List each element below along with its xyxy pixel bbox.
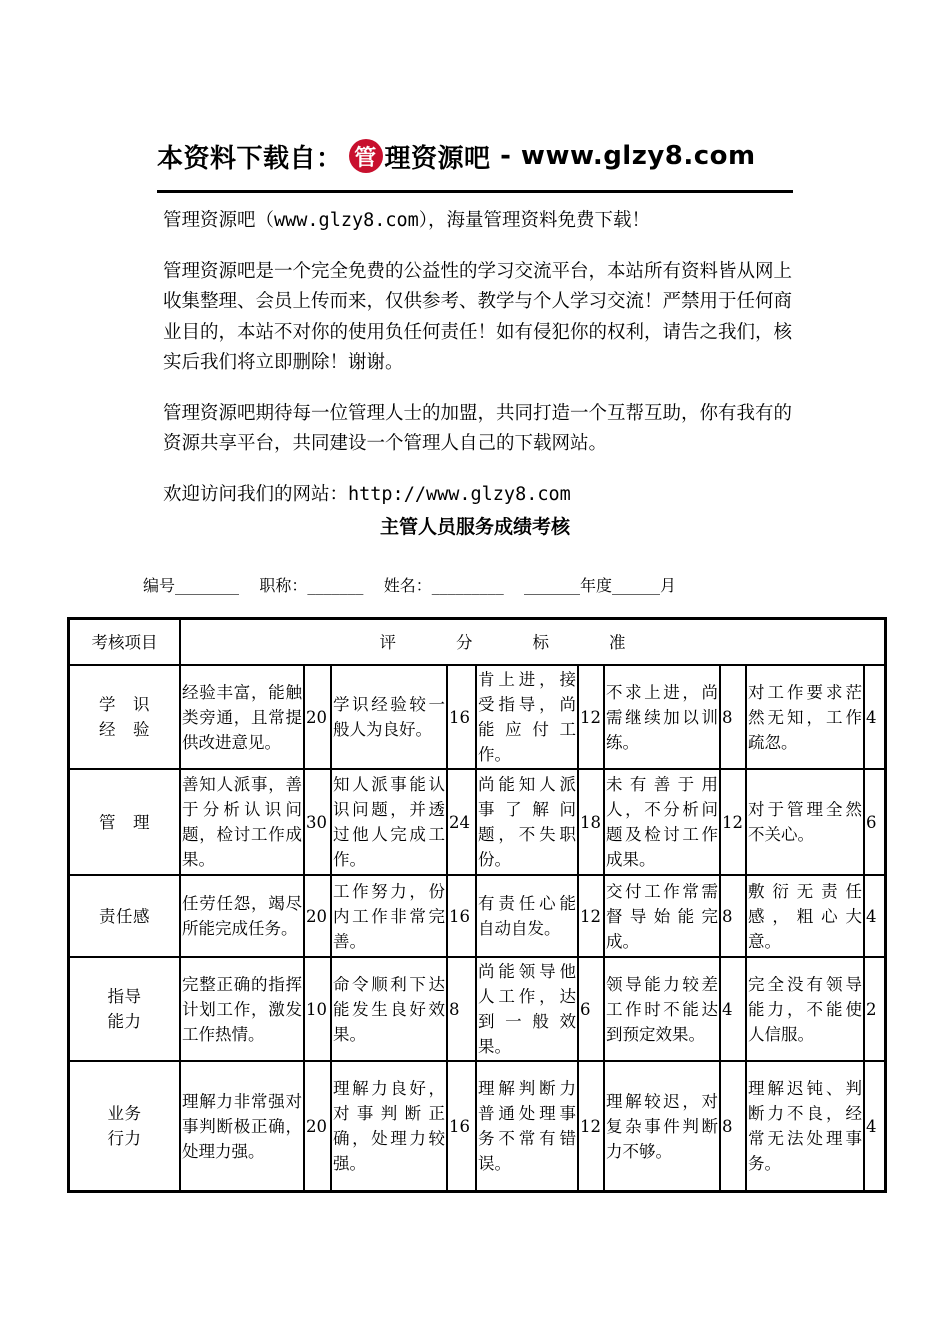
banner-divider bbox=[157, 190, 793, 193]
criteria-description: 经验丰富，能触类旁通，且常提供改进意见。 bbox=[180, 665, 304, 769]
criteria-score: 20 bbox=[304, 875, 331, 957]
table-row bbox=[69, 957, 885, 1061]
criteria-description: 理解判断力普通处理事务不常有错误。 bbox=[476, 1061, 578, 1191]
table-row bbox=[69, 1061, 885, 1191]
criteria-score: 16 bbox=[447, 1061, 476, 1191]
criteria-description: 工作努力，份内工作非常完善。 bbox=[331, 875, 447, 957]
criteria-score: 4 bbox=[864, 1061, 885, 1191]
criteria-score: 8 bbox=[447, 957, 476, 1061]
assessment-item: 责任感 bbox=[69, 875, 180, 957]
criteria-score: 20 bbox=[304, 665, 331, 769]
download-banner bbox=[157, 132, 797, 194]
criteria-score: 4 bbox=[720, 957, 746, 1061]
criteria-score: 30 bbox=[304, 769, 331, 875]
assessment-item: 指导 能力 bbox=[69, 957, 180, 1061]
intro-text bbox=[163, 206, 803, 530]
criteria-score: 8 bbox=[720, 665, 746, 769]
criteria-score: 18 bbox=[578, 769, 604, 875]
criteria-description: 对于管理全然不关心。 bbox=[746, 769, 864, 875]
criteria-score: 12 bbox=[578, 665, 604, 769]
criteria-description: 理解力良好，对事判断正确，处理力较强。 bbox=[331, 1061, 447, 1191]
criteria-description: 不求上进，尚需继续加以训练。 bbox=[604, 665, 720, 769]
intro-paragraph-2: 管理资源吧是一个完全免费的公益性的学习交流平台，本站所有资料皆从网上收集整理、会员上传而来，仅供参考、教学与个人学习交流！严禁用于任何商业目的，本站不对你的使用负任何责任！如有侵犯你的权利，请告之我们，核实后我们将立即删除！谢谢。 bbox=[163, 260, 793, 373]
header-assessment-item: 考核项目 bbox=[69, 619, 180, 665]
criteria-score: 10 bbox=[304, 957, 331, 1061]
criteria-score: 2 bbox=[864, 957, 885, 1061]
evaluation-table bbox=[67, 617, 887, 1193]
criteria-score: 4 bbox=[864, 665, 885, 769]
criteria-score: 16 bbox=[447, 875, 476, 957]
criteria-description: 领导能力较差工作时不能达到预定效果。 bbox=[604, 957, 720, 1061]
intro-paragraph-3: 管理资源吧期待每一位管理人士的加盟，共同打造一个互帮互助，你有我有的资源共享平台，共同建设一个管理人自己的下载网站。 bbox=[163, 402, 793, 454]
assessment-item: 学 识 经 验 bbox=[69, 665, 180, 769]
criteria-score: 12 bbox=[720, 769, 746, 875]
criteria-description: 对工作要求茫然无知，工作疏忽。 bbox=[746, 665, 864, 769]
intro-paragraph-1: 管理资源吧（www.glzy8.com），海量管理资料免费下载！ bbox=[163, 210, 651, 231]
criteria-description: 交付工作常需督导始能完成。 bbox=[604, 875, 720, 957]
table-row bbox=[69, 875, 885, 957]
criteria-description: 理解迟钝、判断力不良，经常无法处理事务。 bbox=[746, 1061, 864, 1191]
assessment-item: 管 理 bbox=[69, 769, 180, 875]
intro-paragraph-4: 欢迎访问我们的网站：http://www.glzy8.com bbox=[163, 483, 571, 505]
banner-prefix: 本资料下载自： bbox=[157, 143, 343, 174]
criteria-description: 有责任心能自动自发。 bbox=[476, 875, 578, 957]
banner-url: - www.glzy8.com bbox=[490, 141, 756, 171]
criteria-score: 6 bbox=[864, 769, 885, 875]
criteria-description: 敷衍无责任感，粗心大意。 bbox=[746, 875, 864, 957]
page-title: 主管人员服务成绩考核 bbox=[379, 516, 570, 538]
criteria-score: 16 bbox=[447, 665, 476, 769]
criteria-score: 8 bbox=[720, 1061, 746, 1191]
criteria-description: 任劳任怨，竭尽所能完成任务。 bbox=[180, 875, 304, 957]
criteria-description: 尚能领导他人工作，达到一般效果。 bbox=[476, 957, 578, 1061]
table-row bbox=[69, 769, 885, 875]
criteria-score: 20 bbox=[304, 1061, 331, 1191]
criteria-description: 知人派事能认识问题，并透过他人完成工作。 bbox=[331, 769, 447, 875]
criteria-description: 尚能知人派事了解问题，不失职份。 bbox=[476, 769, 578, 875]
criteria-score: 24 bbox=[447, 769, 476, 875]
criteria-score: 6 bbox=[578, 957, 604, 1061]
table-header-row bbox=[69, 619, 885, 665]
table-row bbox=[69, 665, 885, 769]
criteria-description: 理解力非常强对事判断极正确，处理力强。 bbox=[180, 1061, 304, 1191]
banner-site-name: 理资源吧 bbox=[384, 143, 491, 174]
criteria-description: 善知人派事，善于分析认识问题，检讨工作成果。 bbox=[180, 769, 304, 875]
criteria-score: 12 bbox=[578, 875, 604, 957]
form-meta-fields: 编号________ 职称：_______ 姓名：_________ _______年度______月 bbox=[143, 576, 677, 595]
criteria-description: 学识经验较一般人为良好。 bbox=[331, 665, 447, 769]
assessment-item: 业务 行力 bbox=[69, 1061, 180, 1191]
criteria-description: 完整正确的指挥计划工作，激发工作热情。 bbox=[180, 957, 304, 1061]
banner-text bbox=[157, 132, 797, 180]
site-logo-icon: 管 bbox=[349, 139, 383, 173]
criteria-description: 未有善于用人，不分析问题及检讨工作成果。 bbox=[604, 769, 720, 875]
criteria-description: 完全没有领导能力，不能使人信服。 bbox=[746, 957, 864, 1061]
criteria-description: 肯上进，接受指导，尚能应付工作。 bbox=[476, 665, 578, 769]
header-scoring-standard: 评分标准 bbox=[180, 619, 885, 665]
criteria-score: 4 bbox=[864, 875, 885, 957]
criteria-description: 理解较迟，对复杂事件判断力不够。 bbox=[604, 1061, 720, 1191]
criteria-description: 命令顺利下达能发生良好效果。 bbox=[331, 957, 447, 1061]
criteria-score: 12 bbox=[578, 1061, 604, 1191]
criteria-score: 8 bbox=[720, 875, 746, 957]
